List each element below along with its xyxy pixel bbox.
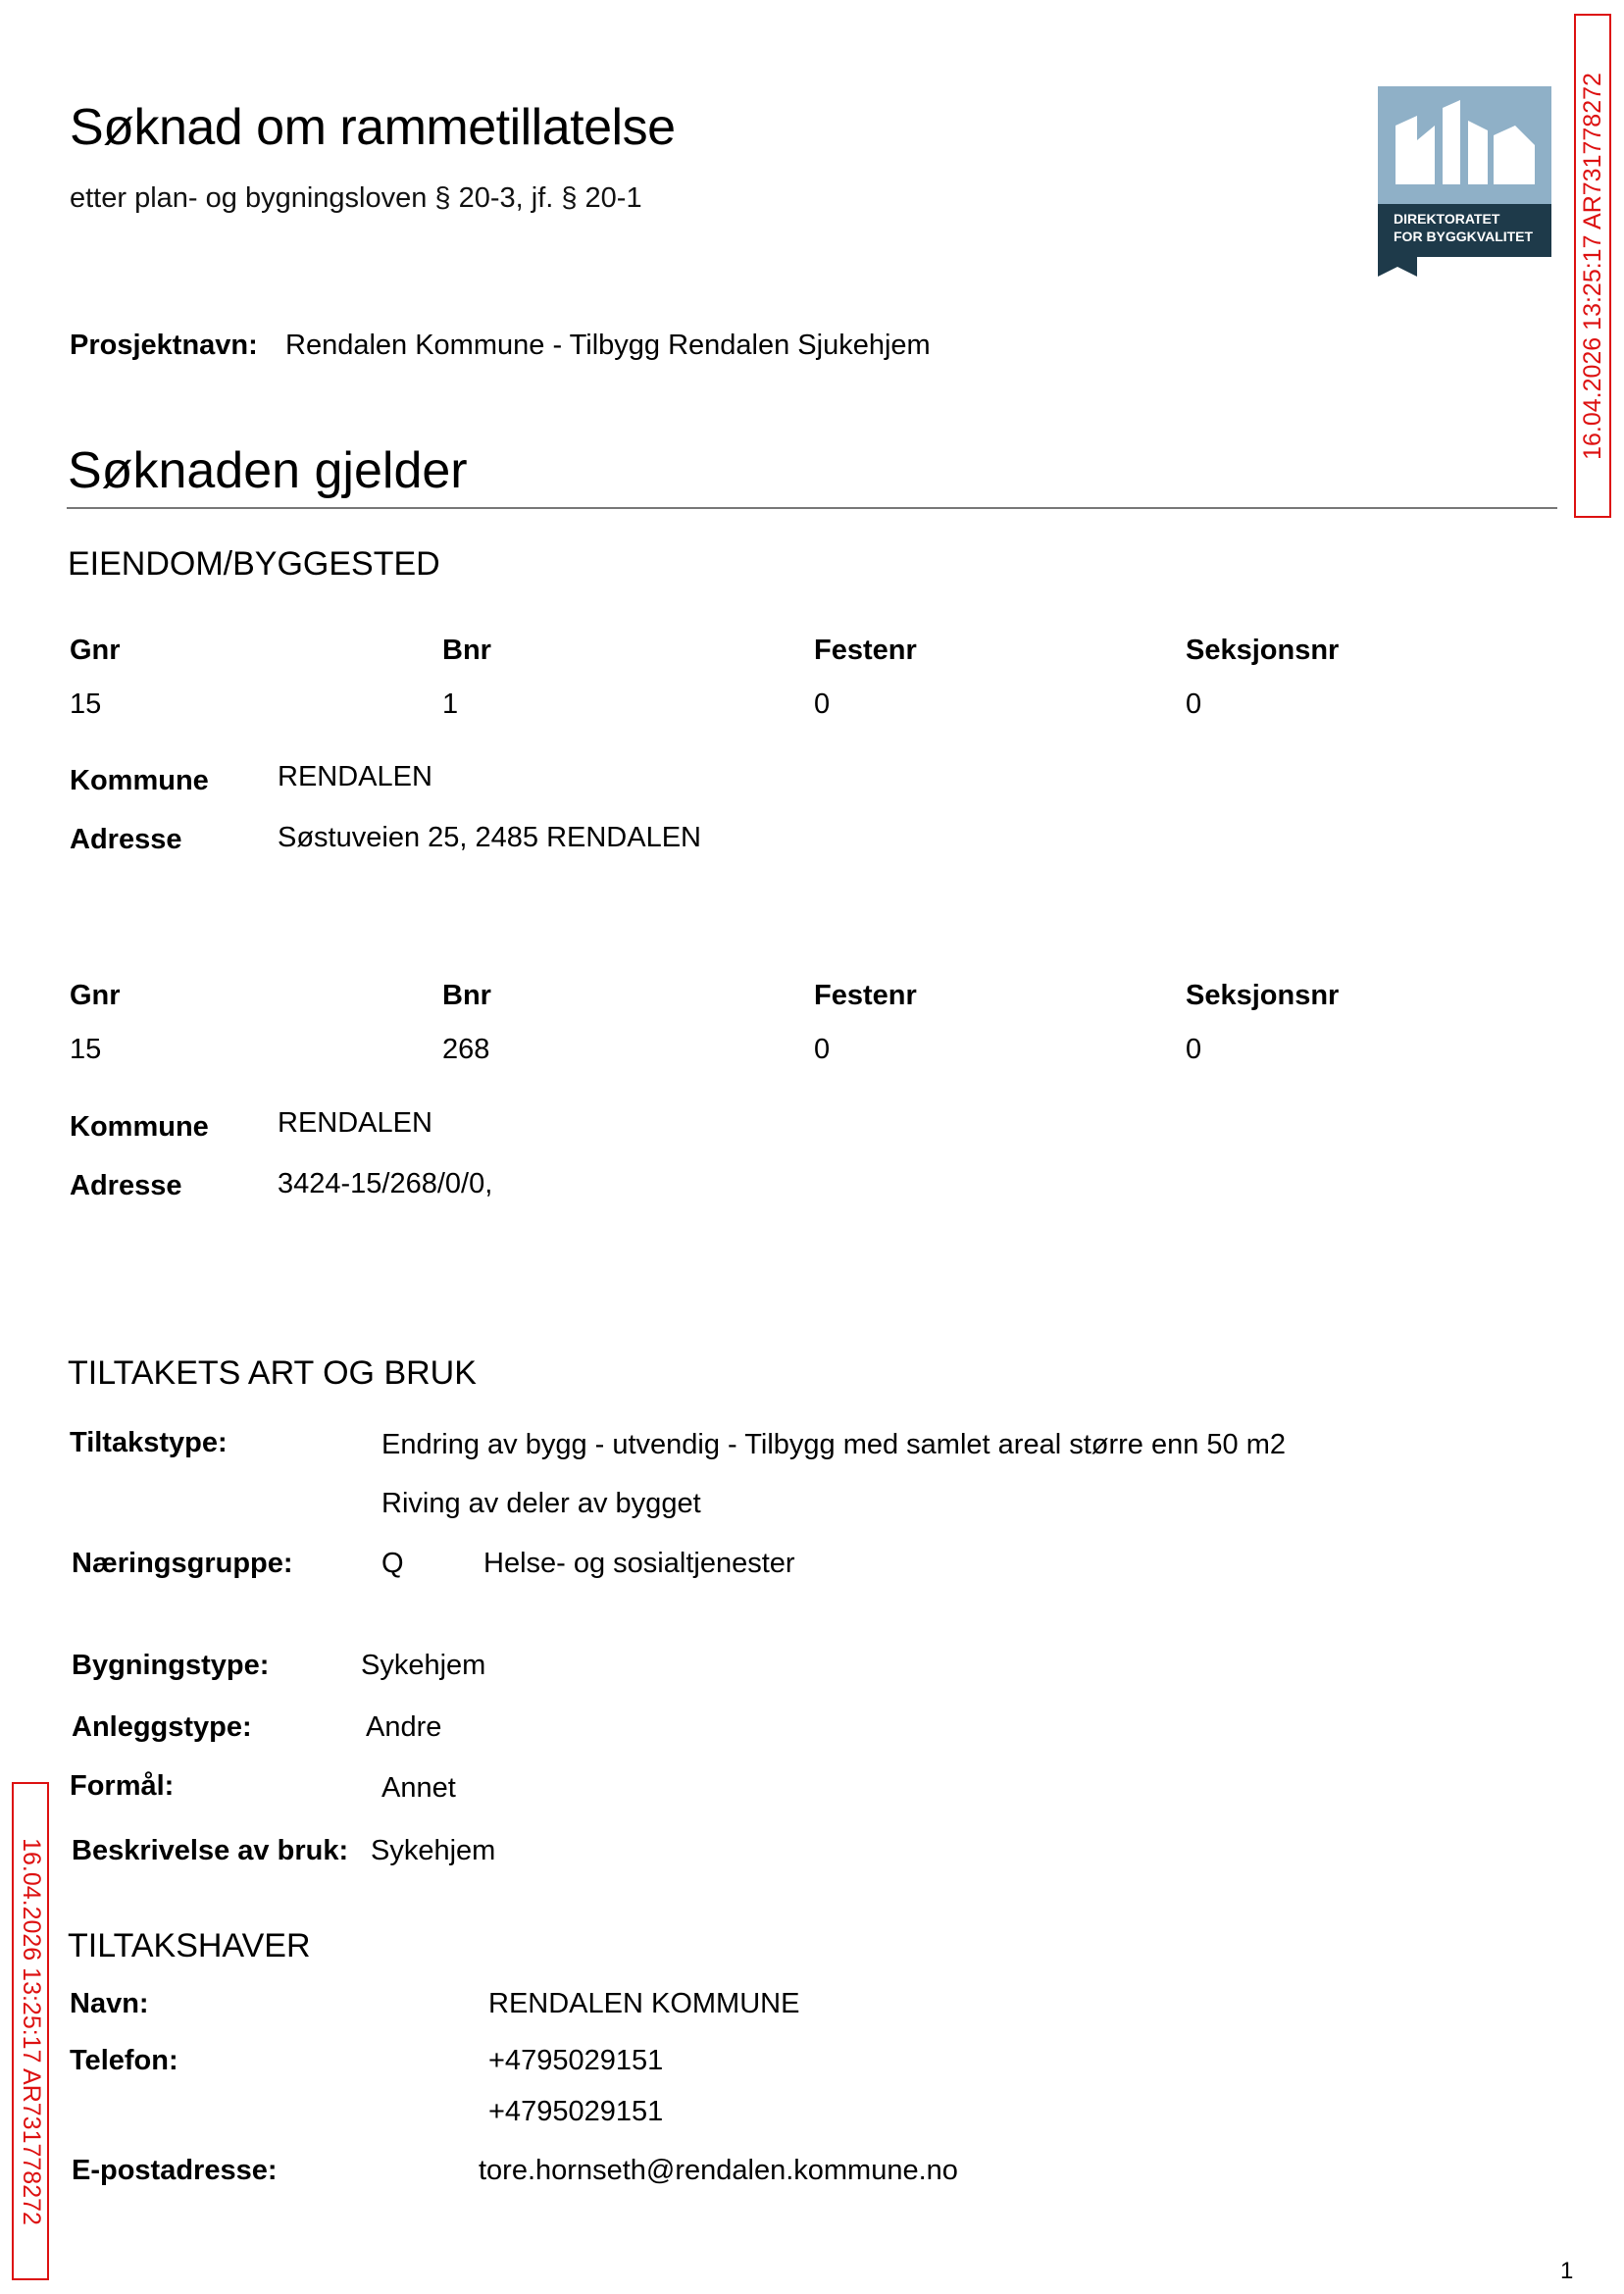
bnr-value: 268 (442, 1034, 490, 1065)
festenr-label: Festenr (814, 635, 917, 666)
naeringsgruppe-code: Q (381, 1548, 404, 1579)
gnr-label: Gnr (70, 980, 121, 1011)
kommune-value: RENDALEN (278, 1107, 432, 1139)
festenr-label: Festenr (814, 980, 917, 1011)
seksjonsnr-value: 0 (1186, 1034, 1202, 1065)
page-title: Søknad om rammetillatelse (70, 99, 676, 156)
kommune-label: Kommune (70, 1111, 209, 1143)
festenr-value: 0 (814, 688, 831, 720)
adresse-label: Adresse (70, 824, 182, 855)
anleggstype-label: Anleggstype: (72, 1711, 252, 1743)
navn-label: Navn: (70, 1988, 149, 2019)
tiltakshaver-heading: TILTAKSHAVER (68, 1927, 311, 1964)
navn-value: RENDALEN KOMMUNE (488, 1988, 800, 2019)
gnr-label: Gnr (70, 635, 121, 666)
bygningstype-value: Sykehjem (361, 1650, 486, 1681)
project-label: Prosjektnavn: (70, 330, 258, 361)
bnr-label: Bnr (442, 980, 491, 1011)
gnr-value: 15 (70, 688, 102, 720)
tiltakstype-value: Riving av deler av bygget (381, 1488, 701, 1519)
bygningstype-label: Bygningstype: (72, 1650, 270, 1681)
telefon-value: +4795029151 (488, 2045, 664, 2076)
page-subtitle: etter plan- og bygningsloven § 20-3, jf. § 20-1 (70, 182, 642, 214)
naeringsgruppe-value: Helse- og sosialtjenester (483, 1548, 795, 1579)
project-value: Rendalen Kommune - Tilbygg Rendalen Sjukehjem (285, 330, 931, 361)
epost-label: E-postadresse: (72, 2155, 278, 2186)
formal-label: Formål: (70, 1770, 175, 1802)
logo-text-line1: DIREKTORATET (1394, 211, 1500, 227)
receipt-stamp-top (1574, 14, 1611, 518)
property-heading: EIENDOM/BYGGESTED (68, 545, 440, 583)
stamp-text: 16.04.2026 13:25:17 AR731778272 (1578, 72, 1606, 460)
section-heading-main: Søknaden gjelder (68, 442, 468, 499)
seksjonsnr-value: 0 (1186, 688, 1202, 720)
adresse-label: Adresse (70, 1170, 182, 1201)
telefon-label: Telefon: (70, 2045, 178, 2076)
beskrivelse-value: Sykehjem (371, 1835, 496, 1866)
anleggstype-value: Andre (366, 1711, 442, 1743)
page-number: 1 (1560, 2258, 1574, 2284)
bnr-label: Bnr (442, 635, 491, 666)
stamp-text: 16.04.2026 13:25:17 AR731778272 (17, 1837, 45, 2225)
kommune-value: RENDALEN (278, 761, 432, 792)
receipt-stamp-bottom (12, 1782, 49, 2280)
adresse-value: 3424-15/268/0/0, (278, 1168, 493, 1199)
naeringsgruppe-label: Næringsgruppe: (72, 1548, 293, 1579)
kommune-label: Kommune (70, 765, 209, 796)
dibk-logo (1378, 86, 1551, 277)
telefon-value: +4795029151 (488, 2096, 664, 2127)
festenr-value: 0 (814, 1034, 831, 1065)
tiltakstype-value: Endring av bygg - utvendig - Tilbygg med samlet areal større enn 50 m2 (381, 1429, 1287, 1460)
logo-text-line2: FOR BYGGKVALITET (1394, 229, 1534, 244)
gnr-value: 15 (70, 1034, 102, 1065)
epost-value: tore.hornseth@rendalen.kommune.no (479, 2155, 958, 2186)
tiltakstype-label: Tiltakstype: (70, 1427, 228, 1458)
formal-value: Annet (381, 1772, 456, 1804)
adresse-value: Søstuveien 25, 2485 RENDALEN (278, 822, 701, 853)
seksjonsnr-label: Seksjonsnr (1186, 980, 1340, 1011)
beskrivelse-label: Beskrivelse av bruk: (72, 1835, 349, 1866)
section-divider (67, 507, 1557, 509)
tiltak-heading: TILTAKETS ART OG BRUK (68, 1354, 477, 1392)
bnr-value: 1 (442, 688, 459, 720)
seksjonsnr-label: Seksjonsnr (1186, 635, 1340, 666)
